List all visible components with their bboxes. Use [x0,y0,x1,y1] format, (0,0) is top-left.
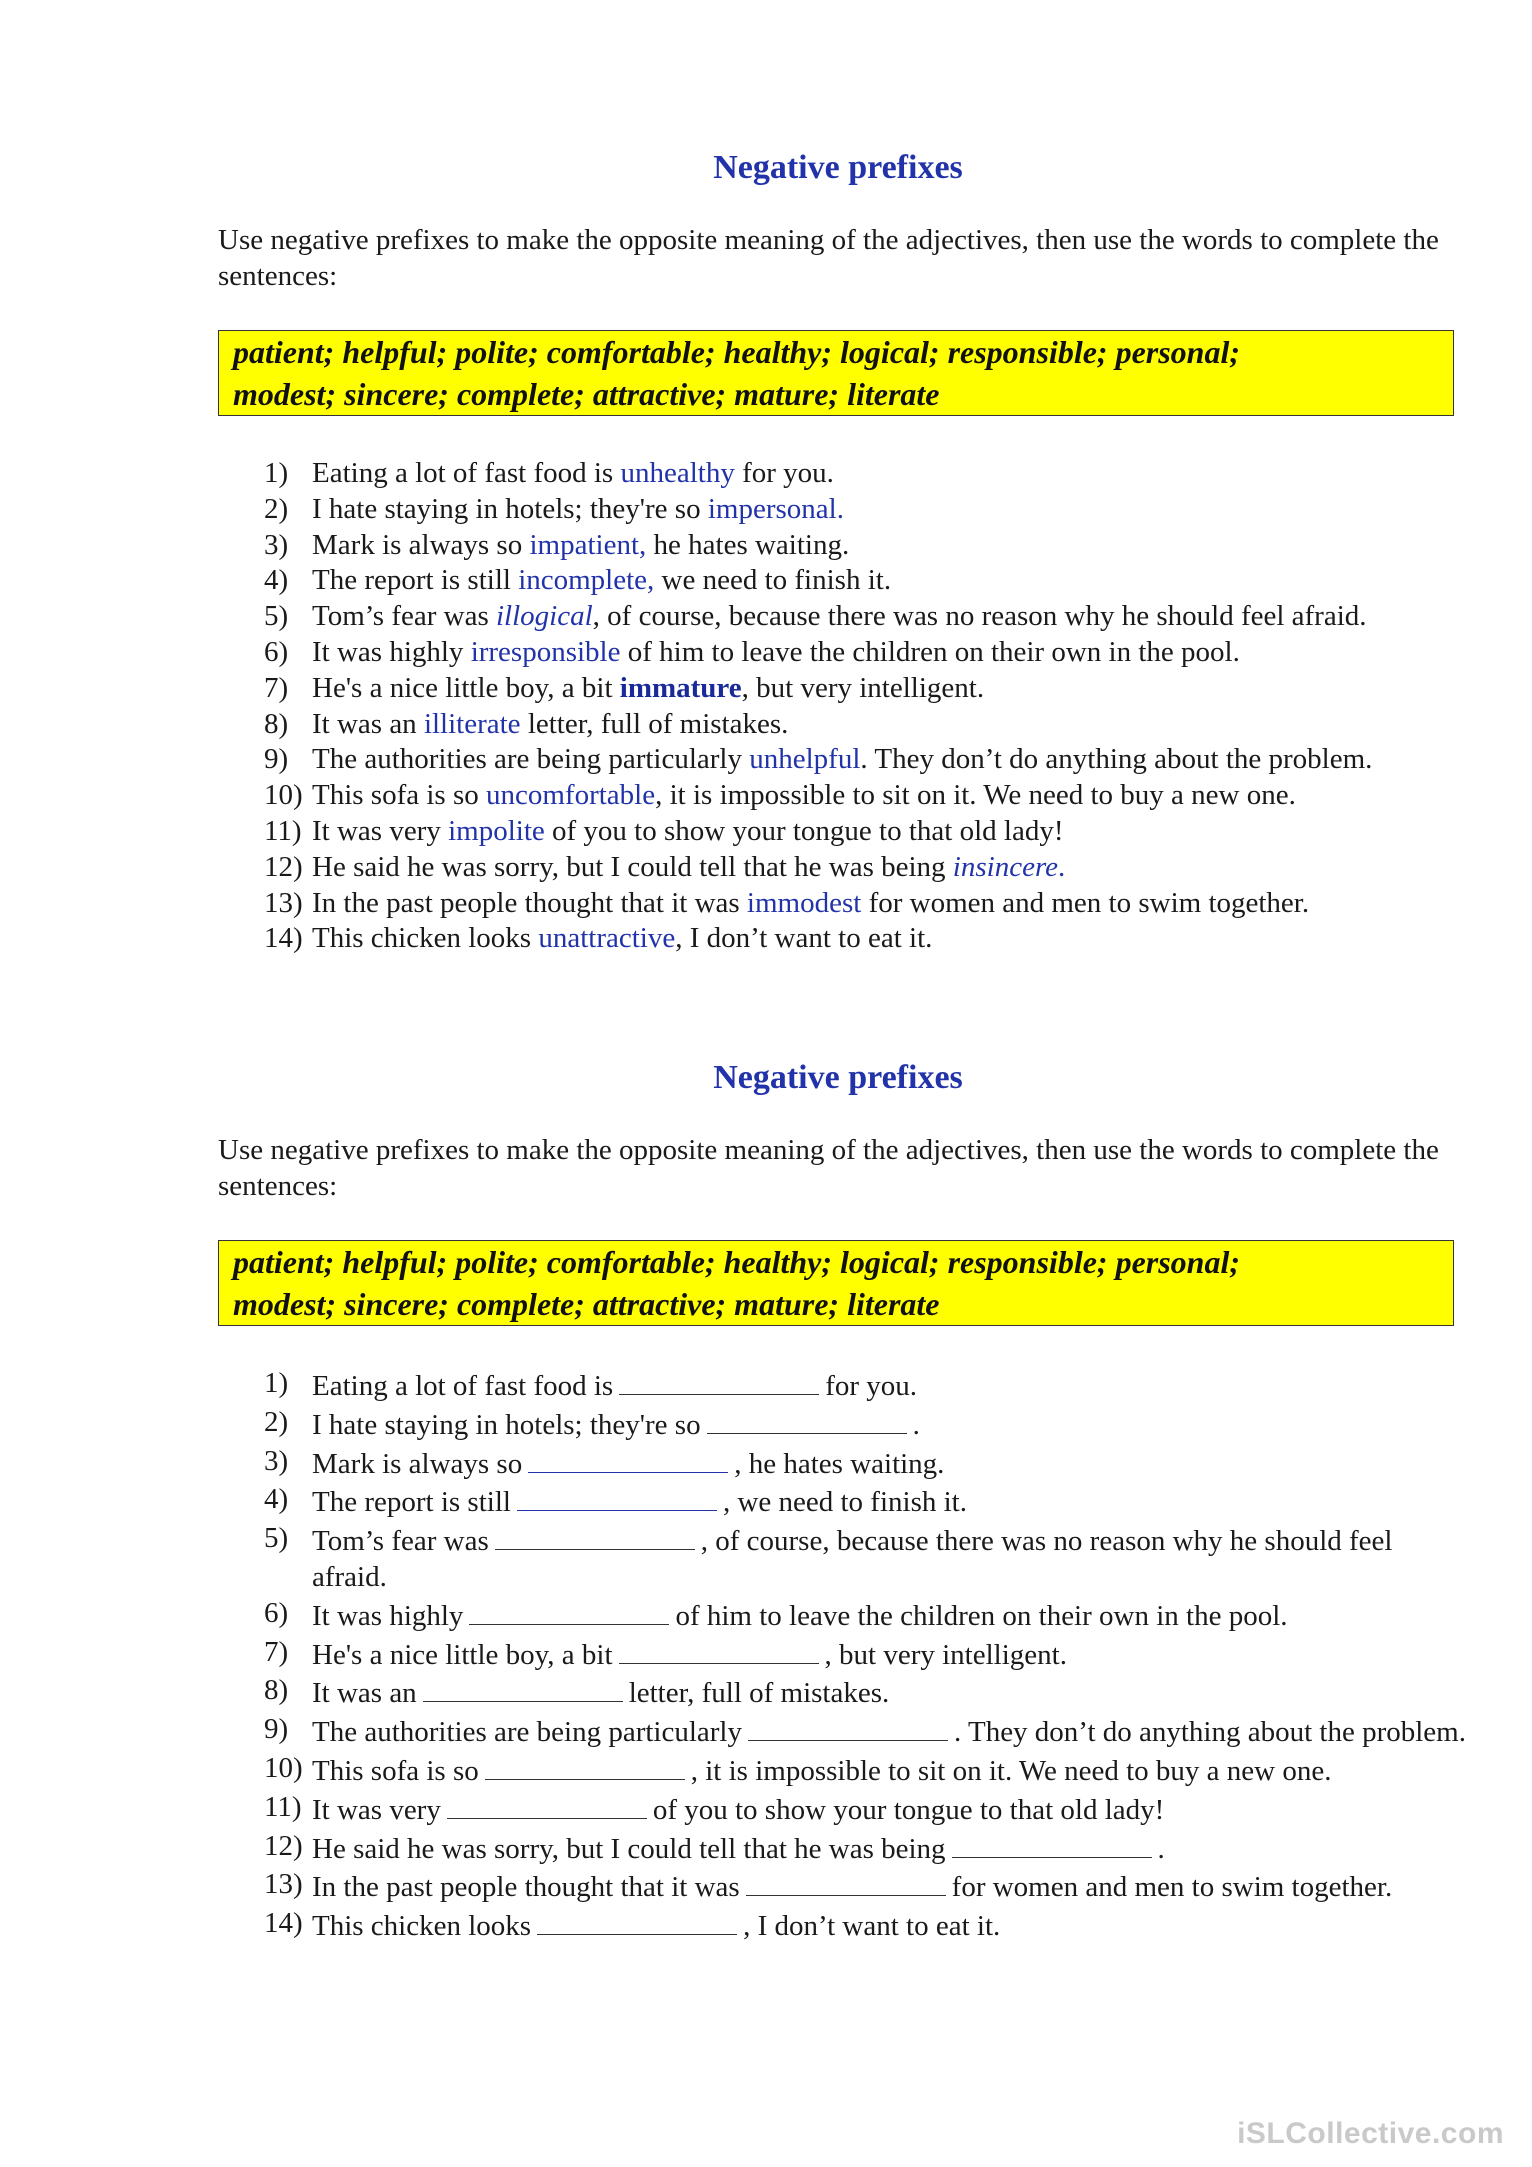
item-number: 7) [264,671,289,704]
answer-word: illogical [496,600,593,633]
sentence-item [218,1521,1472,1596]
sentence-item [218,599,1472,635]
sentence-text: , but very intelligent. [741,671,985,704]
item-number: 8) [264,1674,289,1707]
sentence-text: we need to finish it. [654,564,892,597]
item-number: 9) [264,743,289,776]
sentence-text: The authorities are being particularly [312,743,750,776]
item-number: 11) [264,814,302,847]
answer-blank[interactable] [447,1790,647,1819]
sentence-text: , of course, because there was no reason why he should feel afraid. [592,600,1367,633]
instructions: Use negative prefixes to make the opposite meaning of the adjectives, then use the words to complete the sentences: [218,1134,1439,1202]
instructions: Use negative prefixes to make the opposite meaning of the adjectives, then use the words to complete the sentences: [218,224,1439,292]
sentence-item [218,1366,1472,1405]
sentence-item [218,671,1472,707]
sentence-text: , it is impossible to sit on it. We need to buy a new one. [655,779,1296,812]
answer-word: incomplete, [518,564,655,597]
item-number: 2) [264,1405,289,1438]
sentence-item [218,1751,1472,1790]
item-number: 12) [264,850,303,883]
answer-word: immodest [746,886,862,919]
item-number: 4) [264,564,289,597]
sentence-text: The report is still [312,564,519,597]
sentence-item [218,635,1472,671]
word-box [218,330,1454,416]
sentence-text: he hates waiting. [646,528,850,561]
answer-blank[interactable] [469,1596,669,1625]
answer-word: illiterate [423,707,521,740]
exercise-section [218,1058,1466,1945]
item-number: 8) [264,707,289,740]
answer-word: unhelpful [749,743,861,776]
sentence-text: It was an [312,707,424,740]
item-number: 6) [264,635,289,668]
item-number: 5) [264,600,289,633]
answer-blank[interactable] [952,1829,1152,1858]
answer-blank[interactable] [537,1906,737,1935]
item-number: 6) [264,1596,289,1629]
sentence-text: I hate staying in hotels; they're so [312,492,708,525]
sentence-text: , it is impossible to sit on it. We need to buy a new one. [690,1754,1332,1787]
sentence-text: Tom’s fear was [312,600,496,633]
sentence-text: In the past people thought that it was [312,1871,740,1904]
sentence-item [218,1596,1472,1635]
sentence-text: of him to leave the children on their own in the pool. [675,1599,1288,1632]
answer-word: impolite [448,814,545,847]
word-box-line: patient; helpful; polite; comfortable; healthy; logical; responsible; personal; [233,1244,1241,1280]
sentence-text: This sofa is so [312,779,486,812]
sentence-text: , but very intelligent. [824,1638,1067,1671]
answer-key-section [218,148,1458,957]
sentence-item [218,1635,1472,1674]
answer-blank[interactable] [619,1366,819,1395]
sentence-text: I hate staying in hotels; they're so [312,1408,701,1441]
page-title: Negative prefixes [713,1059,963,1096]
sentence-text: Mark is always so [312,528,530,561]
sentence-text: , I don’t want to eat it. [675,922,933,955]
sentence-text: It was very [312,1793,441,1826]
sentence-text: . [1157,1832,1165,1865]
sentence-text: This chicken looks [312,922,539,955]
sentence-item [218,1482,1472,1521]
item-number: 10) [264,779,303,812]
item-number: 13) [264,1868,303,1901]
sentence-text: Eating a lot of fast food is [312,457,621,489]
item-number: 14) [264,922,303,955]
item-number: 1) [264,457,289,489]
sentence-text: . [912,1408,920,1441]
answer-word: irresponsible [470,635,621,668]
item-number: 11) [264,1790,302,1823]
answer-blank[interactable] [495,1521,695,1550]
answer-blank[interactable] [619,1635,819,1664]
sentence-text: letter, full of mistakes. [520,707,789,740]
sentence-text: The report is still [312,1486,511,1519]
sentence-text: . [1058,850,1066,883]
answer-word: uncomfortable [486,779,656,812]
sentence-item [218,814,1472,850]
answer-word: unattractive [538,922,676,955]
sentence-item [218,1906,1472,1945]
sentence-item [218,1405,1472,1444]
sentence-text: for women and men to swim together. [861,886,1310,919]
sentence-item [218,742,1472,778]
sentence-text: of you to show your tongue to that old lady! [544,814,1064,847]
sentence-item [218,1444,1472,1483]
sentence-text: , of course, because there was no reason why he should feel afraid. [312,1525,1393,1593]
sentence-text: , I don’t want to eat it. [743,1910,1001,1943]
sentence-item [218,886,1472,922]
sentence-item [218,1673,1472,1712]
sentence-text: for you. [734,457,834,489]
sentence-text: Mark is always so [312,1447,523,1480]
sentence-text: Eating a lot of fast food is [312,1370,614,1402]
item-number: 4) [264,1483,289,1516]
sentence-list [218,456,1458,957]
answer-blank[interactable] [746,1867,946,1896]
sentence-item [218,850,1472,886]
sentence-item [218,1829,1472,1868]
sentence-item [218,456,1472,492]
word-box [218,1240,1454,1326]
answer-blank[interactable] [748,1712,948,1741]
watermark: iSLCollective.com [1237,2117,1504,2150]
sentence-text: . They don’t do anything about the problem. [860,743,1373,776]
item-number: 14) [264,1907,303,1940]
sentence-item [218,707,1472,743]
answer-blank[interactable] [517,1482,717,1511]
answer-word: unhealthy [620,457,735,489]
sentence-text: He's a nice little boy, a bit [312,671,620,704]
answer-word: immature [619,671,742,704]
sentence-text: letter, full of mistakes. [628,1677,890,1710]
sentence-item [218,528,1472,564]
item-number: 1) [264,1367,289,1399]
sentence-text: It was very [312,814,449,847]
answer-blank[interactable] [707,1405,907,1434]
sentence-item [218,1867,1472,1906]
answer-blank[interactable] [485,1751,685,1780]
sentence-item [218,492,1472,528]
sentence-item [218,778,1472,814]
sentence-text: . They don’t do anything about the problem. [954,1716,1466,1749]
answer-word: impersonal. [707,492,844,525]
item-number: 10) [264,1751,303,1784]
sentence-text: This chicken looks [312,1910,532,1943]
sentence-text: , we need to finish it. [722,1486,967,1519]
sentence-item [218,1790,1472,1829]
answer-blank[interactable] [528,1444,728,1473]
sentence-item [218,563,1472,599]
answer-word: insincere [952,850,1059,883]
sentence-text: It was highly [312,1599,464,1632]
item-number: 5) [264,1522,289,1555]
sentence-text: He said he was sorry, but I could tell that he was being [312,850,953,883]
item-number: 13) [264,886,303,919]
sentence-text: In the past people thought that it was [312,886,747,919]
sentence-text: for women and men to swim together. [951,1871,1393,1904]
item-number: 7) [264,1635,289,1668]
item-number: 3) [264,1444,289,1477]
sentence-text: Tom’s fear was [312,1525,489,1558]
sentence-text: , he hates waiting. [734,1447,945,1480]
word-box-line: modest; sincere; complete; attractive; mature; literate [233,1286,940,1322]
sentence-list [218,1366,1466,1945]
sentence-item [218,1712,1472,1751]
item-number: 9) [264,1713,289,1746]
answer-word: impatient, [529,528,647,561]
sentence-text: of him to leave the children on their own in the pool. [620,635,1240,668]
sentence-text: of you to show your tongue to that old lady! [652,1793,1165,1826]
item-number: 12) [264,1829,303,1862]
sentence-text: He's a nice little boy, a bit [312,1638,613,1671]
sentence-text: The authorities are being particularly [312,1716,742,1749]
item-number: 3) [264,528,289,561]
sentence-text: It was highly [312,635,471,668]
sentence-text: He said he was sorry, but I could tell that he was being [312,1832,946,1865]
page-title: Negative prefixes [713,149,963,186]
sentence-text: It was an [312,1677,417,1710]
sentence-item [218,921,1472,957]
answer-blank[interactable] [423,1673,623,1702]
word-box-line: modest; sincere; complete; attractive; mature; literate [233,376,940,412]
item-number: 2) [264,492,289,525]
sentence-text: This sofa is so [312,1754,479,1787]
sentence-text: for you. [825,1370,918,1402]
word-box-line: patient; helpful; polite; comfortable; healthy; logical; responsible; personal; [233,334,1241,370]
